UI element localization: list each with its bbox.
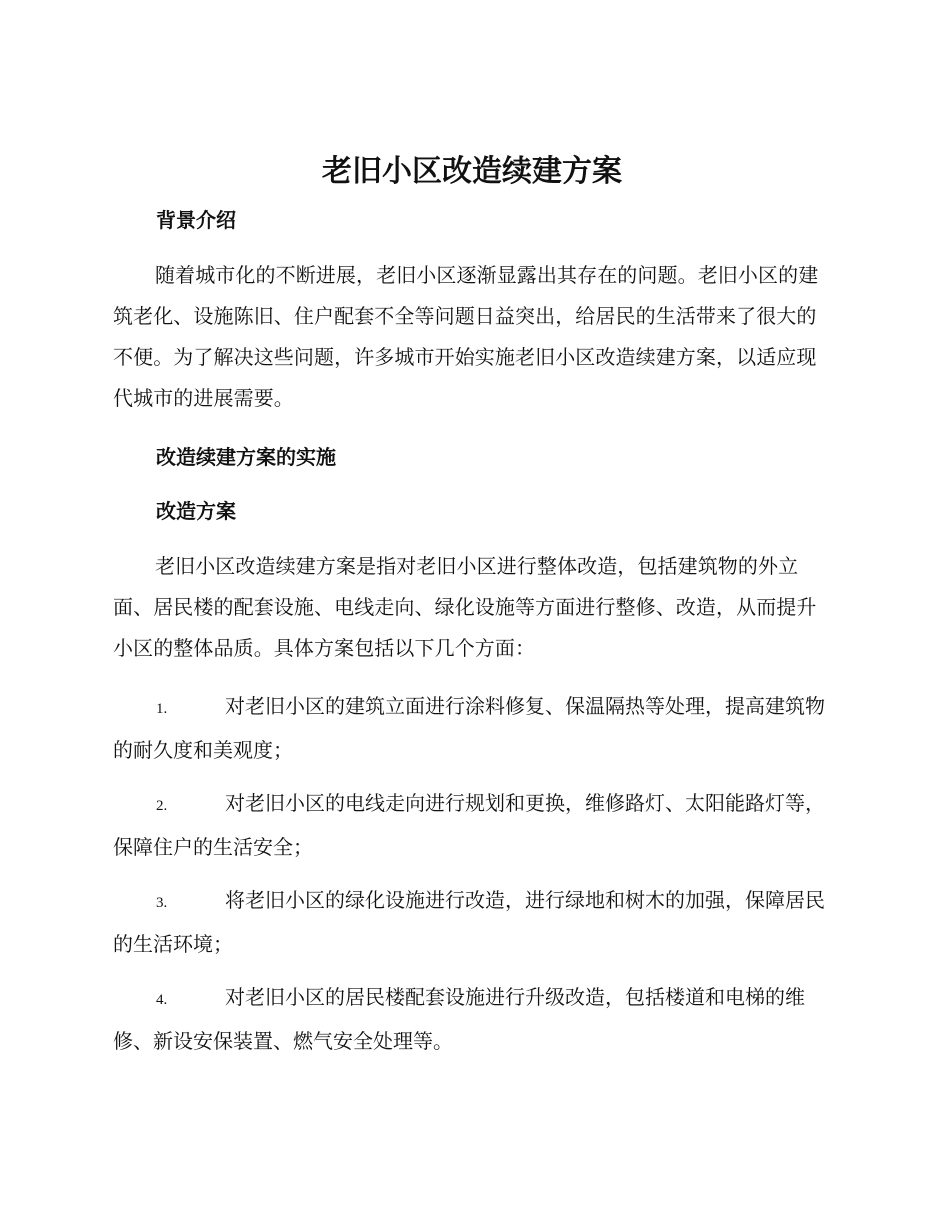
document-title: 老旧小区改造续建方案 bbox=[322, 154, 622, 189]
section-heading-implementation: 改造续建方案的实施 bbox=[156, 445, 336, 469]
list-item-text: 对老旧小区的电线走向进行规划和更换，维修路灯、太阳能路灯等，保障住户的生活安全； bbox=[113, 791, 825, 859]
list-item bbox=[113, 880, 831, 965]
list-item-number: 4. bbox=[156, 992, 168, 1008]
section-heading-background: 背景介绍 bbox=[156, 208, 236, 232]
section-heading-plan: 改造方案 bbox=[156, 499, 236, 523]
list-item-number: 3. bbox=[156, 895, 168, 911]
list-item-number: 1. bbox=[156, 701, 168, 717]
list-item-text: 对老旧小区的建筑立面进行涂料修复、保温隔热等处理，提高建筑物的耐久度和美观度； bbox=[113, 694, 825, 762]
list-item bbox=[113, 783, 831, 868]
paragraph-background: 随着城市化的不断进展，老旧小区逐渐显露出其存在的问题。老旧小区的建筑老化、设施陈旧、住户配套不全等问题日益突出，给居民的生活带来了很大的不便。为了解决这些问题，许多城市开始实施老旧小区改造续建方案，以适应现代城市的进展需要。 bbox=[113, 263, 819, 410]
paragraph-plan: 老旧小区改造续建方案是指对老旧小区进行整体改造，包括建筑物的外立面、居民楼的配套设施、电线走向、绿化设施等方面进行整修、改造，从而提升小区的整体品质。具体方案包括以下几个方面： bbox=[113, 554, 817, 660]
list-item-number: 2. bbox=[156, 798, 168, 814]
list-item-text: 对老旧小区的居民楼配套设施进行升级改造，包括楼道和电梯的维修、新设安保装置、燃气安全处理等。 bbox=[113, 985, 805, 1053]
list-item bbox=[113, 977, 831, 1062]
list-item bbox=[113, 686, 831, 771]
list-item-text: 将老旧小区的绿化设施进行改造，进行绿地和树木的加强，保障居民的生活环境； bbox=[113, 888, 825, 956]
